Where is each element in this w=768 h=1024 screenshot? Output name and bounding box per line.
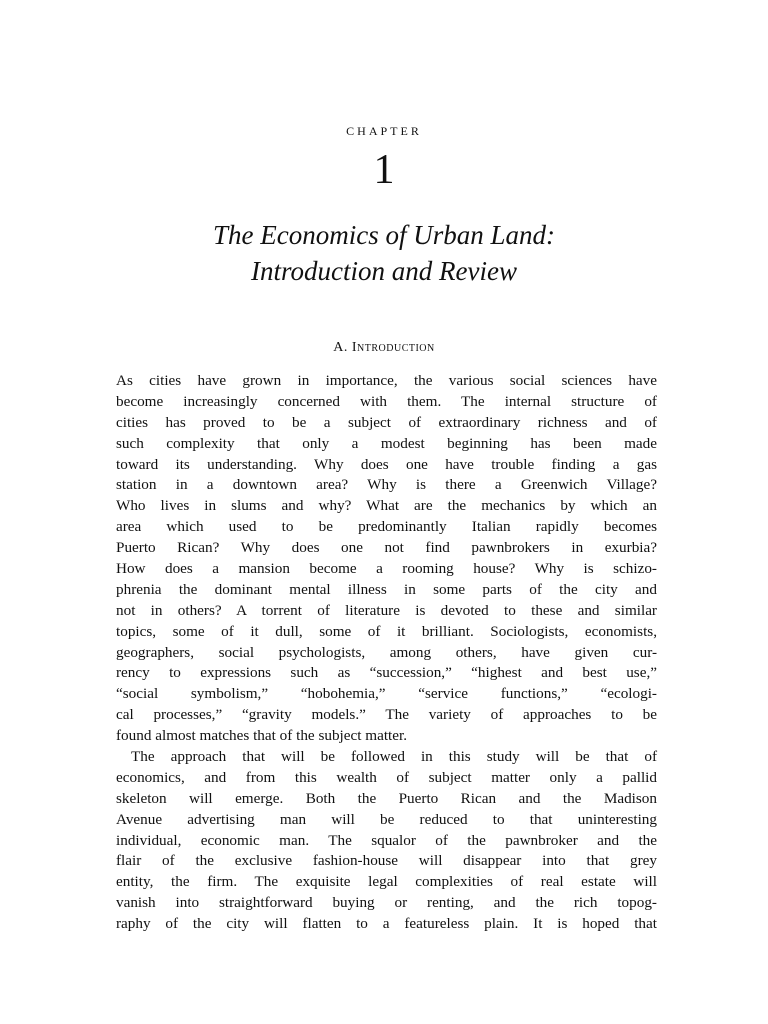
text-line: skeleton will emerge. Both the Puerto Rican and the Madison [116, 789, 657, 807]
text-line: found almost matches that of the subject matter. [116, 727, 408, 745]
chapter-number: 1 [373, 147, 395, 193]
text-line: rency to expressions such as “succession,” “highest and best use,” [116, 664, 657, 682]
text-line: entity, the firm. The exquisite legal complexities of real estate will [116, 873, 657, 891]
text-line: individual, economic man. The squalor of the pawnbroker and the [116, 831, 657, 849]
section-heading: A. Introduction [333, 340, 435, 355]
text-line: vanish into straightforward buying or renting, and the rich topog- [116, 894, 657, 912]
text-line: such complexity that only a modest beginning has been made [116, 434, 657, 452]
text-line: “social symbolism,” “hobohemia,” “service functions,” “ecologi- [116, 685, 657, 703]
text-line: Avenue advertising man will be reduced to that uninteresting [116, 810, 657, 828]
text-line: become increasingly concerned with them. The internal structure of [116, 392, 657, 410]
chapter-title-line: Introduction and Review [251, 256, 517, 286]
text-line: area which used to be predominantly Italian rapidly becomes [116, 518, 657, 536]
text-line: As cities have grown in importance, the various social sciences have [116, 372, 657, 389]
chapter-label: CHAPTER [346, 124, 422, 138]
text-line: station in a downtown area? Why is there a Greenwich Village? [116, 476, 657, 494]
text-line: not in others? A torrent of literature is devoted to these and similar [116, 601, 657, 619]
text-line: economics, and from this wealth of subject matter only a pallid [116, 768, 657, 786]
text-line: How does a mansion become a rooming house? Why is schizo- [116, 560, 657, 578]
text-line: The approach that will be followed in this study will be that of [131, 748, 657, 766]
text-line: topics, some of it dull, some of it brilliant. Sociologists, economists, [116, 622, 657, 640]
text-line: cal processes,” “gravity models.” The variety of approaches to be [116, 706, 657, 724]
chapter-title-line: The Economics of Urban Land: [213, 220, 555, 250]
text-line: toward its understanding. Why does one have trouble finding a gas [116, 455, 657, 473]
text-line: Puerto Rican? Why does one not find pawnbrokers in exurbia? [116, 539, 657, 557]
text-line: cities has proved to be a subject of extraordinary richness and of [116, 413, 657, 431]
chapter-title [0, 217, 768, 289]
body-text [116, 371, 657, 935]
text-line: flair of the exclusive fashion-house will disappear into that grey [116, 852, 657, 870]
text-line: raphy of the city will flatten to a featureless plain. It is hoped that [116, 915, 657, 933]
text-line: geographers, social psychologists, among others, have given cur- [116, 643, 657, 661]
text-line: Who lives in slums and why? What are the mechanics by which an [116, 497, 657, 515]
text-line: phrenia the dominant mental illness in some parts of the city and [116, 580, 657, 598]
